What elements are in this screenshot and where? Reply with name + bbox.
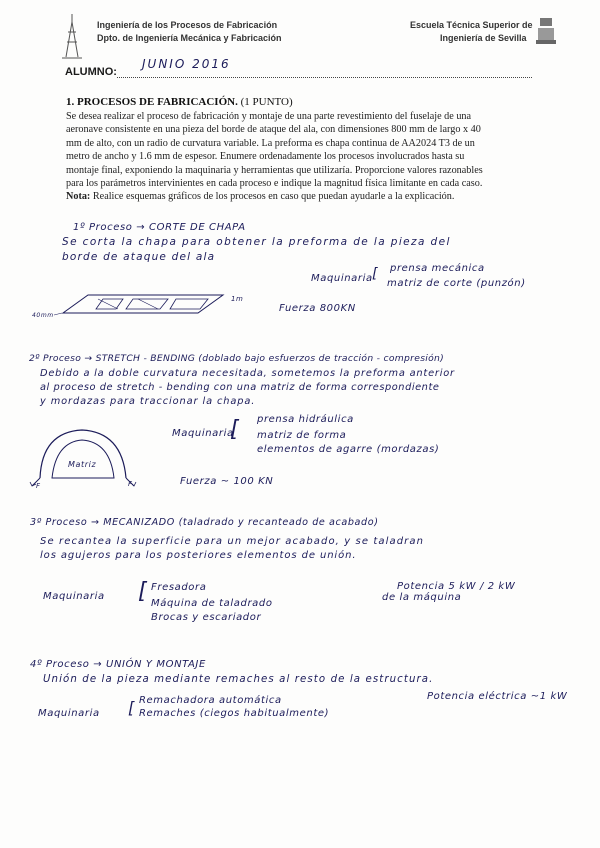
p1-sheet-sketch — [48, 285, 228, 335]
p1-machinery-item: prensa mecánica — [390, 263, 485, 274]
p4-machinery-item: Remachadora automática — [139, 695, 282, 706]
note-text: Realice esquemas gráficos de los procesos en caso que puedan ayudarle a la explicación. — [92, 191, 455, 203]
p1-machinery-label: Maquinaria — [311, 273, 373, 284]
p2-sketch-force-right: F — [128, 480, 133, 488]
p3-machinery-label: Maquinaria — [43, 591, 105, 602]
question-line: Se desea realizar el proceso de fabricación y montaje de una parte revestimiento del fuselaje de una — [66, 111, 472, 122]
question-note — [66, 190, 546, 203]
p3-heading: 3º Proceso → MECANIZADO (taladrado y recanteado de acabado) — [30, 517, 379, 528]
p2-sketch-force-left: F — [36, 482, 41, 490]
p1-force: Fuerza 800KN — [279, 303, 356, 314]
p3-machinery-item: Fresadora — [151, 582, 207, 593]
p1-sketch-label-right: 1m — [231, 295, 244, 303]
question-points: (1 PUNTO) — [240, 96, 293, 108]
p3-power-line2: de la máquina — [382, 592, 462, 603]
p4-machinery-item: Remaches (ciegos habitualmente) — [139, 708, 330, 719]
question-line: metro de ancho y 1.6 mm de espesor. Enumere ordenadamente los procesos involucrados hasta su — [66, 151, 465, 163]
p1-machinery-bracket: [ — [372, 266, 379, 282]
p3-machinery-item: Máquina de taladrado — [151, 598, 273, 609]
question-line: aeronave consistente en una pieza del borde de ataque del ala, con dimensiones 800 mm de largo x 40 — [66, 124, 481, 136]
p2-force: Fuerza ~ 100 KN — [180, 476, 274, 487]
question-body — [66, 110, 546, 204]
p3-machinery-bracket: [ — [138, 579, 148, 604]
p1-heading: 1º Proceso → CORTE DE CHAPA — [73, 222, 246, 233]
school-line-1: Escuela Técnica Superior de — [410, 20, 533, 30]
p1-line2: borde de ataque del ala — [62, 251, 216, 263]
p1-sketch-label-left: 40mm — [32, 312, 54, 319]
p4-machinery-bracket: [ — [128, 698, 135, 717]
school-logo-icon — [534, 14, 558, 48]
note-label: Nota: — [66, 191, 91, 203]
p3-machinery-item: Brocas y escariador — [151, 612, 262, 623]
question-line: para los parámetros intervinientes en cada proceso e indique la magnitud física limitante en cada caso. — [66, 178, 483, 190]
question-line: mm de alto, con un radio de curvatura variable. La preforma es chapa continua de AA2024 T3 de un — [66, 137, 475, 149]
question-line: montaje final, exponiendo la maquinaria y herramientas que utilizaría. Proporcione valores razonables — [66, 164, 483, 176]
p4-machinery-label: Maquinaria — [38, 708, 100, 719]
p2-line2: al proceso de stretch - bending con una matriz de forma correspondiente — [40, 382, 440, 393]
university-logo-icon — [58, 12, 98, 62]
department-line-2: Dpto. de Ingeniería Mecánica y Fabricación — [97, 33, 282, 43]
p1-machinery-item: matriz de corte (punzón) — [387, 278, 526, 289]
p2-machinery-label: Maquinaria — [172, 428, 234, 439]
student-value[interactable]: JUNIO 2016 — [142, 57, 231, 71]
p4-power: Potencia eléctrica ~1 kW — [427, 691, 568, 702]
department-line-1: Ingeniería de los Procesos de Fabricación — [97, 20, 278, 30]
p2-machinery-item: prensa hidráulica — [257, 414, 354, 425]
p1-line1: Se corta la chapa para obtener la preforma de la pieza del — [62, 236, 451, 248]
student-label: ALUMNO: — [65, 66, 117, 78]
p4-heading: 4º Proceso → UNIÓN Y MONTAJE — [30, 659, 206, 670]
p2-sketch-label: Matriz — [68, 460, 97, 469]
header — [0, 0, 600, 60]
p3-line1: Se recanteа la superficie para un mejor acabado, y se taladran — [40, 536, 425, 547]
p2-heading: 2º Proceso → STRETCH - BENDING (doblado bajo esfuerzos de tracción - compresión) — [29, 353, 445, 364]
p3-line2: los agujeros para los posteriores elementos de unión. — [40, 550, 357, 561]
p2-machinery-bracket: [ — [230, 417, 240, 442]
p2-machinery-item: elementos de agarre (mordazas) — [257, 444, 440, 455]
question-title — [66, 96, 293, 108]
p2-line3: y mordazas para traccionar la chapa. — [40, 396, 256, 407]
question-title-text: 1. PROCESOS DE FABRICACIÓN. — [66, 96, 238, 108]
student-underline — [117, 77, 532, 78]
p4-line1: Unión de la pieza mediante remaches al resto de la estructura. — [43, 674, 434, 685]
school-line-2: Ingeniería de Sevilla — [440, 33, 527, 43]
p2-machinery-item: matriz de forma — [257, 430, 347, 441]
p3-power-line1: Potencia 5 kW / 2 kW — [397, 581, 516, 592]
p2-line1: Debido a la doble curvatura necesitada, sometemos la preforma anterior — [40, 368, 455, 379]
